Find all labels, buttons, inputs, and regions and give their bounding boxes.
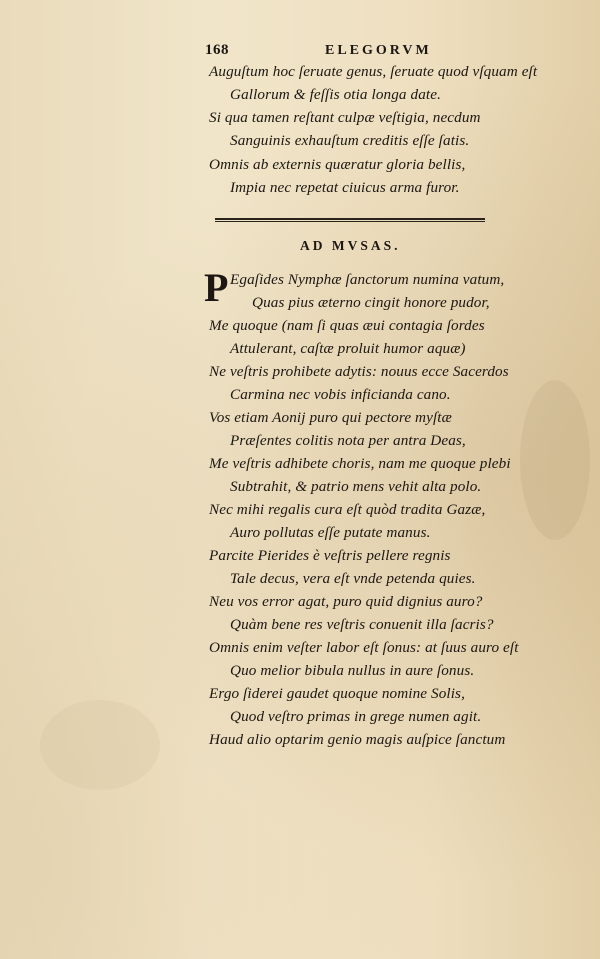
verse-line: Quas pius æterno cingit honore pudor, — [252, 294, 490, 311]
paper-stain — [40, 700, 160, 790]
verse-line: Auro pollutas eſſe putate manus. — [230, 524, 431, 541]
page-number: 168 — [205, 42, 229, 58]
verse-line: Attulerant, caſtæ proluit humor aquæ) — [230, 340, 466, 357]
verse-line: Me veſtris adhibete choris, nam me quoque plebi — [209, 455, 511, 472]
verse-line: Nec mihi regalis cura eſt quòd tradita Gazæ, — [209, 501, 486, 518]
verse-line: Auguſtum hoc ſeruate genus, ſeruate quod vſquam eſt — [209, 63, 538, 80]
verse-line: Neu vos error agat, puro quid dignius auro? — [209, 593, 483, 610]
verse-line: Haud alio optarim genio magis auſpice ſanctum — [209, 731, 506, 748]
verse-line: Tale decus, vera eſt vnde petenda quies. — [230, 570, 476, 587]
drop-cap: P — [204, 265, 229, 310]
paper-stain — [520, 380, 590, 540]
verse-line: Egaſides Nymphæ ſanctorum numina vatum, — [230, 271, 505, 288]
verse-line: Quo melior bibula nullus in aure ſonus. — [230, 662, 475, 679]
verse-line: Parcite Pierides è veſtris pellere regnis — [209, 547, 451, 564]
verse-line: Omnis enim veſter labor eſt ſonus: at ſuus auro eſt — [209, 639, 519, 656]
running-title: ELEGORVM — [325, 43, 432, 58]
verse-line: Quod veſtro primas in grege numen agit. — [230, 708, 482, 725]
verse-line: Carmina nec vobis inficianda cano. — [230, 386, 451, 403]
verse-line: Omnis ab externis quæratur gloria bellis, — [209, 156, 466, 173]
verse-line: Præſentes colitis nota per antra Deas, — [230, 432, 466, 449]
verse-line: Me quoque (nam ſi quas æui contagia ſordes — [209, 317, 485, 334]
section-title: AD MVSAS. — [300, 238, 401, 253]
verse-line: Ne veſtris prohibete adytis: nouus ecce Sacerdos — [209, 363, 509, 380]
verse-line: Subtrahit, & patrio mens vehit alta polo. — [230, 478, 482, 495]
running-head — [205, 42, 505, 64]
verse-line: Quàm bene res veſtris conuenit illa ſacris? — [230, 616, 494, 633]
horizontal-rule — [215, 218, 485, 222]
verse-line: Ergo ſiderei gaudet quoque nomine Solis, — [209, 685, 465, 702]
verse-line: Si qua tamen reſtant culpæ veſtigia, necdum — [209, 109, 481, 126]
verse-line: Gallorum & feſſis otia longa date. — [230, 86, 441, 103]
verse-line: Impia nec repetat ciuicus arma furor. — [230, 179, 460, 196]
verse-line: Vos etiam Aonij puro qui pectore myſtæ — [209, 409, 452, 426]
verse-line: Sanguinis exhauſtum creditis eſſe ſatis. — [230, 132, 470, 149]
